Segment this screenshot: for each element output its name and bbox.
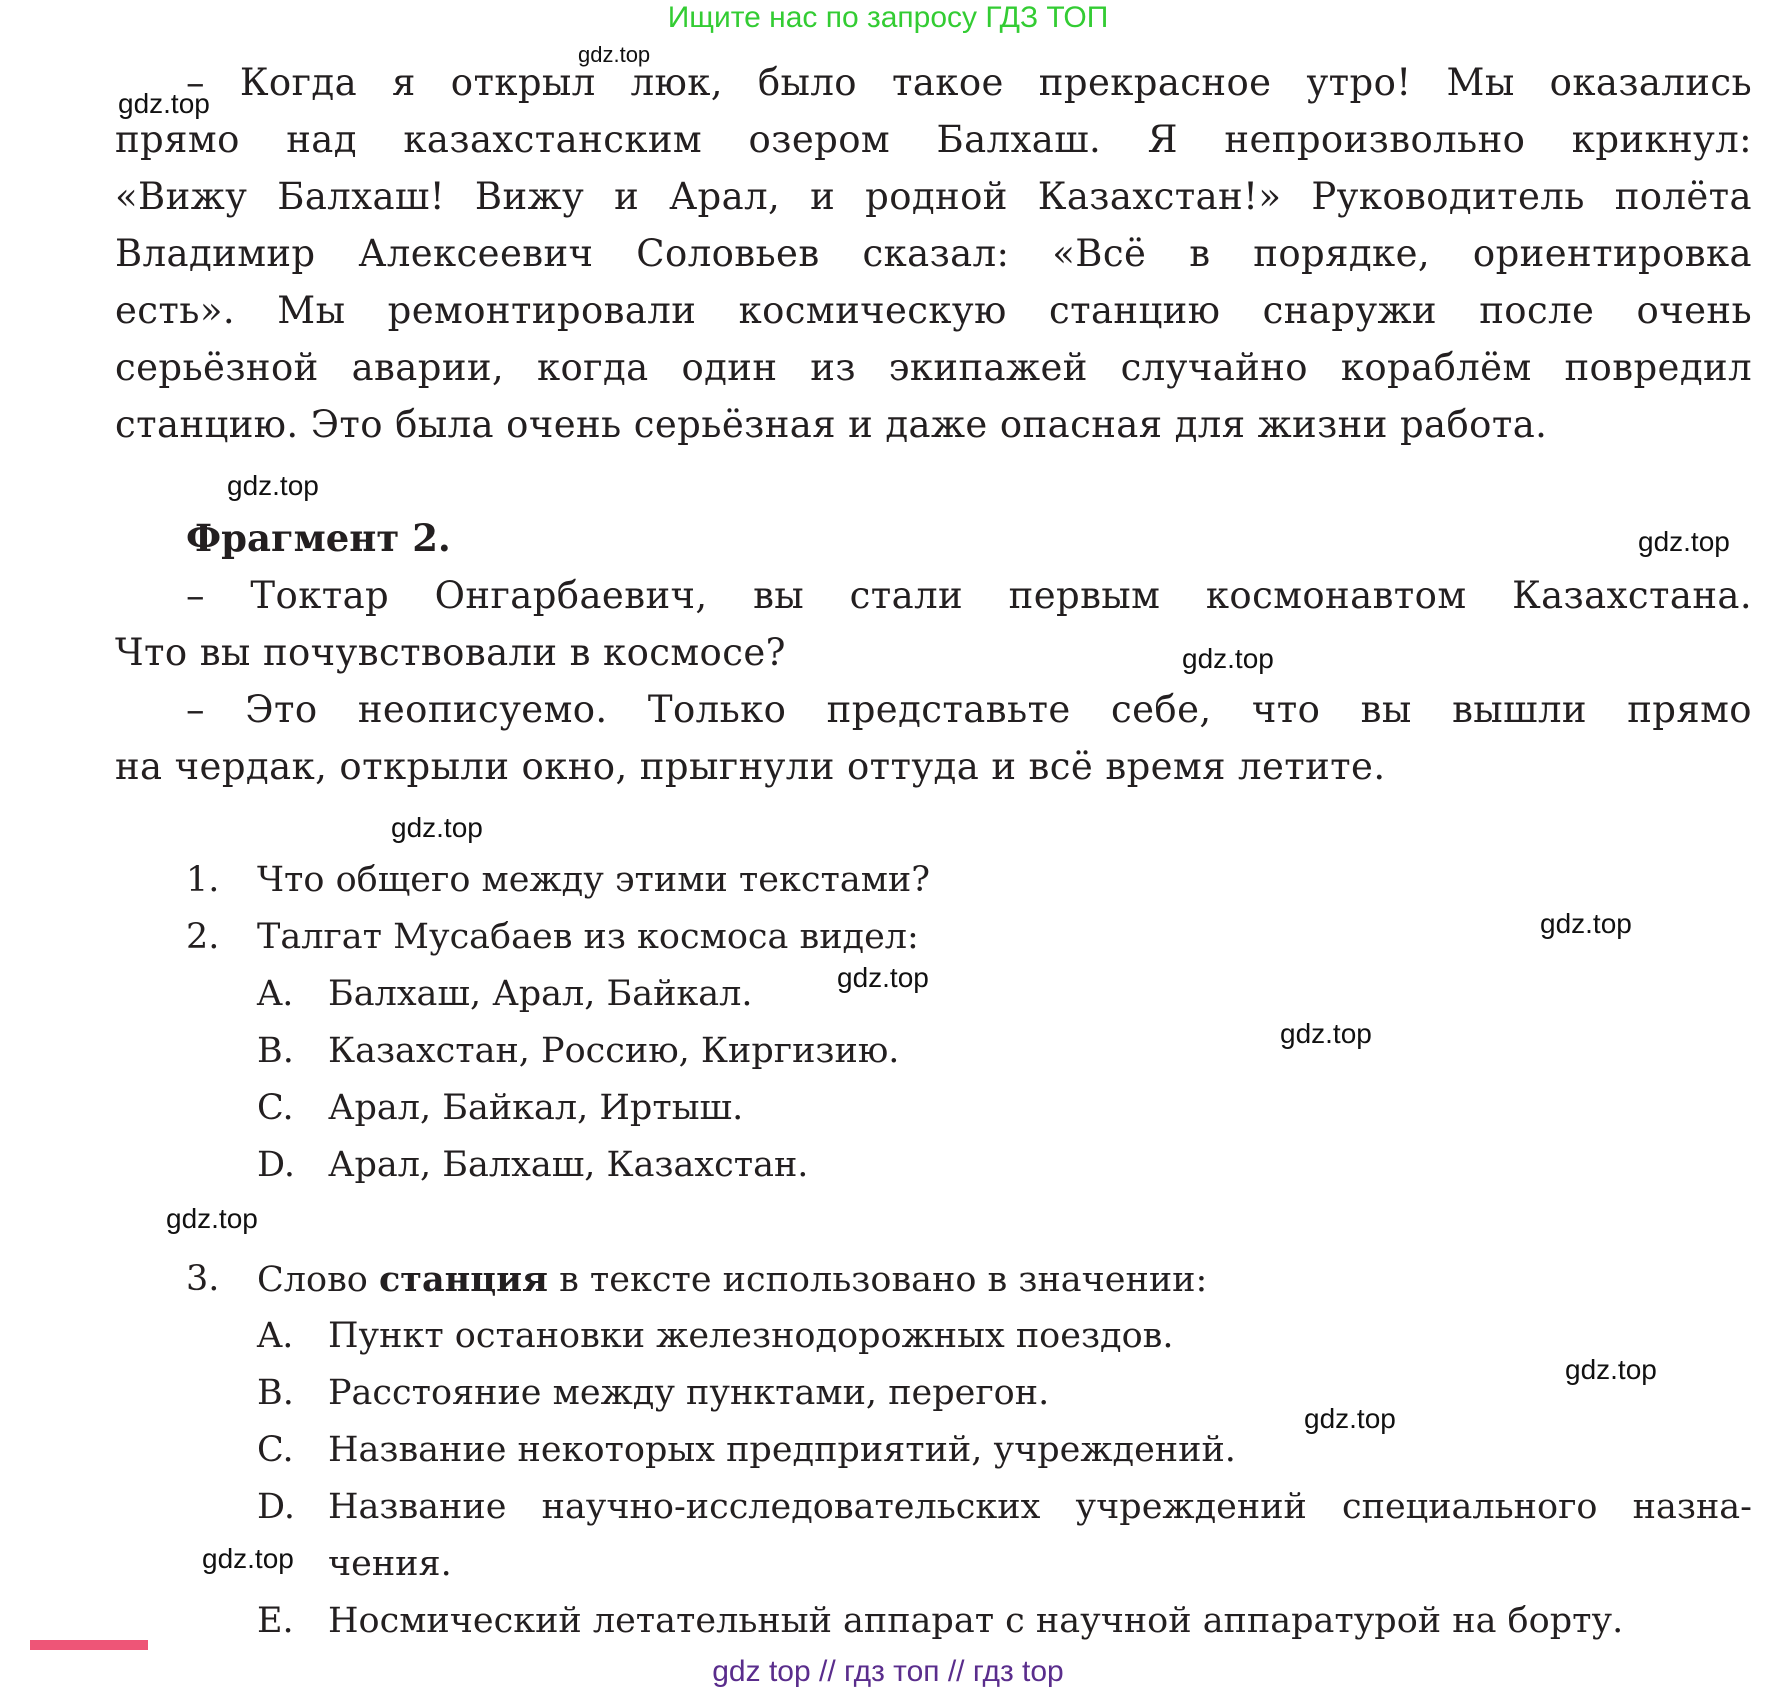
watermark: gdz.top (1304, 1403, 1396, 1434)
q2-option-a-letter: A. (257, 974, 294, 1014)
question-3-number: 3. (186, 1259, 220, 1299)
paragraph-1-line-4: Владимир Алексеевич Соловьев сказал: «Всё в порядке, ориентировка (115, 232, 1752, 275)
q3-option-a-letter: A. (257, 1316, 294, 1356)
watermark: gdz.top (391, 812, 483, 843)
question-3-text (257, 1251, 1207, 1309)
pink-accent-bar (30, 1640, 148, 1650)
watermark: gdz.top (837, 962, 929, 993)
watermark: gdz.top (578, 42, 651, 67)
watermark: gdz.top (1638, 526, 1730, 557)
q3-option-d-text: Название научно-исследовательских учреждений специального назна- (328, 1487, 1752, 1527)
q3-option-c-text: Название некоторых предприятий, учреждений. (328, 1430, 1236, 1470)
q2-option-d-letter: D. (257, 1145, 295, 1185)
paragraph-1-line-5: есть». Мы ремонтировали космическую станцию снаружи после очень (115, 289, 1752, 332)
watermark: gdz.top (202, 1543, 294, 1574)
q3-option-a-text: Пункт остановки железнодорожных поездов. (328, 1316, 1174, 1356)
question-2-text: Талгат Мусабаев из космоса видел: (257, 917, 919, 957)
question-2-number: 2. (186, 917, 220, 957)
watermark: gdz.top (118, 88, 210, 119)
q2-option-b-letter: B. (257, 1031, 294, 1071)
question-1-text: Что общего между этими текстами? (257, 860, 931, 900)
paragraph-1-line-7: станцию. Это была очень серьёзная и даже опасная для жизни работа. (115, 403, 1548, 446)
watermark: gdz.top (166, 1203, 258, 1234)
fragment-heading: Фрагмент 2. (186, 516, 451, 560)
q2-option-c-letter: C. (257, 1088, 294, 1128)
q3-option-b-letter: B. (257, 1373, 294, 1413)
paragraph-1-line-6: серьёзной аварии, когда один из экипажей случайно кораблём повредил (115, 346, 1752, 389)
paragraph-1-line-1: – Когда я открыл люк, было такое прекрасное утро! Мы оказались (186, 61, 1752, 104)
watermark: gdz.top (1565, 1354, 1657, 1385)
watermark: gdz.top (227, 470, 319, 501)
q3-option-e-letter: E. (257, 1601, 294, 1641)
q2-option-c-text: Арал, Байкал, Иртыш. (328, 1088, 744, 1128)
watermark: gdz.top (1540, 908, 1632, 939)
question-1-number: 1. (186, 860, 220, 900)
question-3-text-before: Слово (257, 1260, 379, 1300)
q2-option-b-text: Казахстан, Россию, Киргизию. (328, 1031, 900, 1071)
q3-option-d-text-cont: чения. (328, 1544, 452, 1584)
watermark: gdz.top (1280, 1018, 1372, 1049)
paragraph-2-line-1: – Токтар Онгарбаевич, вы стали первым космонавтом Казахстана. (186, 574, 1752, 617)
q2-option-a-text: Балхаш, Арал, Байкал. (328, 974, 753, 1014)
paragraph-1-line-2: прямо над казахстанским озером Балхаш. Я непроизвольно крикнул: (115, 118, 1752, 161)
q2-option-d-text: Арал, Балхаш, Казахстан. (328, 1145, 809, 1185)
footer-links[interactable]: gdz top // гдз топ // гдз top (712, 1655, 1064, 1688)
q3-option-e-text: Носмический летательный аппарат с научной аппаратурой на борту. (328, 1601, 1624, 1641)
paragraph-3-line-1: – Это неописуемо. Только представьте себе, что вы вышли прямо (186, 688, 1752, 731)
top-banner[interactable]: Ищите нас по запросу ГДЗ ТОП (667, 1, 1109, 34)
paragraph-1-line-3: «Вижу Балхаш! Вижу и Арал, и родной Казахстан!» Руководитель полёта (115, 175, 1752, 218)
watermark: gdz.top (1182, 643, 1274, 674)
q3-option-b-text: Расстояние между пунктами, перегон. (328, 1373, 1050, 1413)
question-3-text-after: в тексте использовано в значении: (547, 1260, 1208, 1300)
paragraph-2-line-2: Что вы почувствовали в космосе? (115, 631, 786, 674)
question-3-keyword: станция (379, 1259, 548, 1300)
paragraph-3-line-2: на чердак, открыли окно, прыгнули оттуда и всё время летите. (115, 745, 1386, 788)
q3-option-d-letter: D. (257, 1487, 295, 1527)
q3-option-c-letter: C. (257, 1430, 294, 1470)
